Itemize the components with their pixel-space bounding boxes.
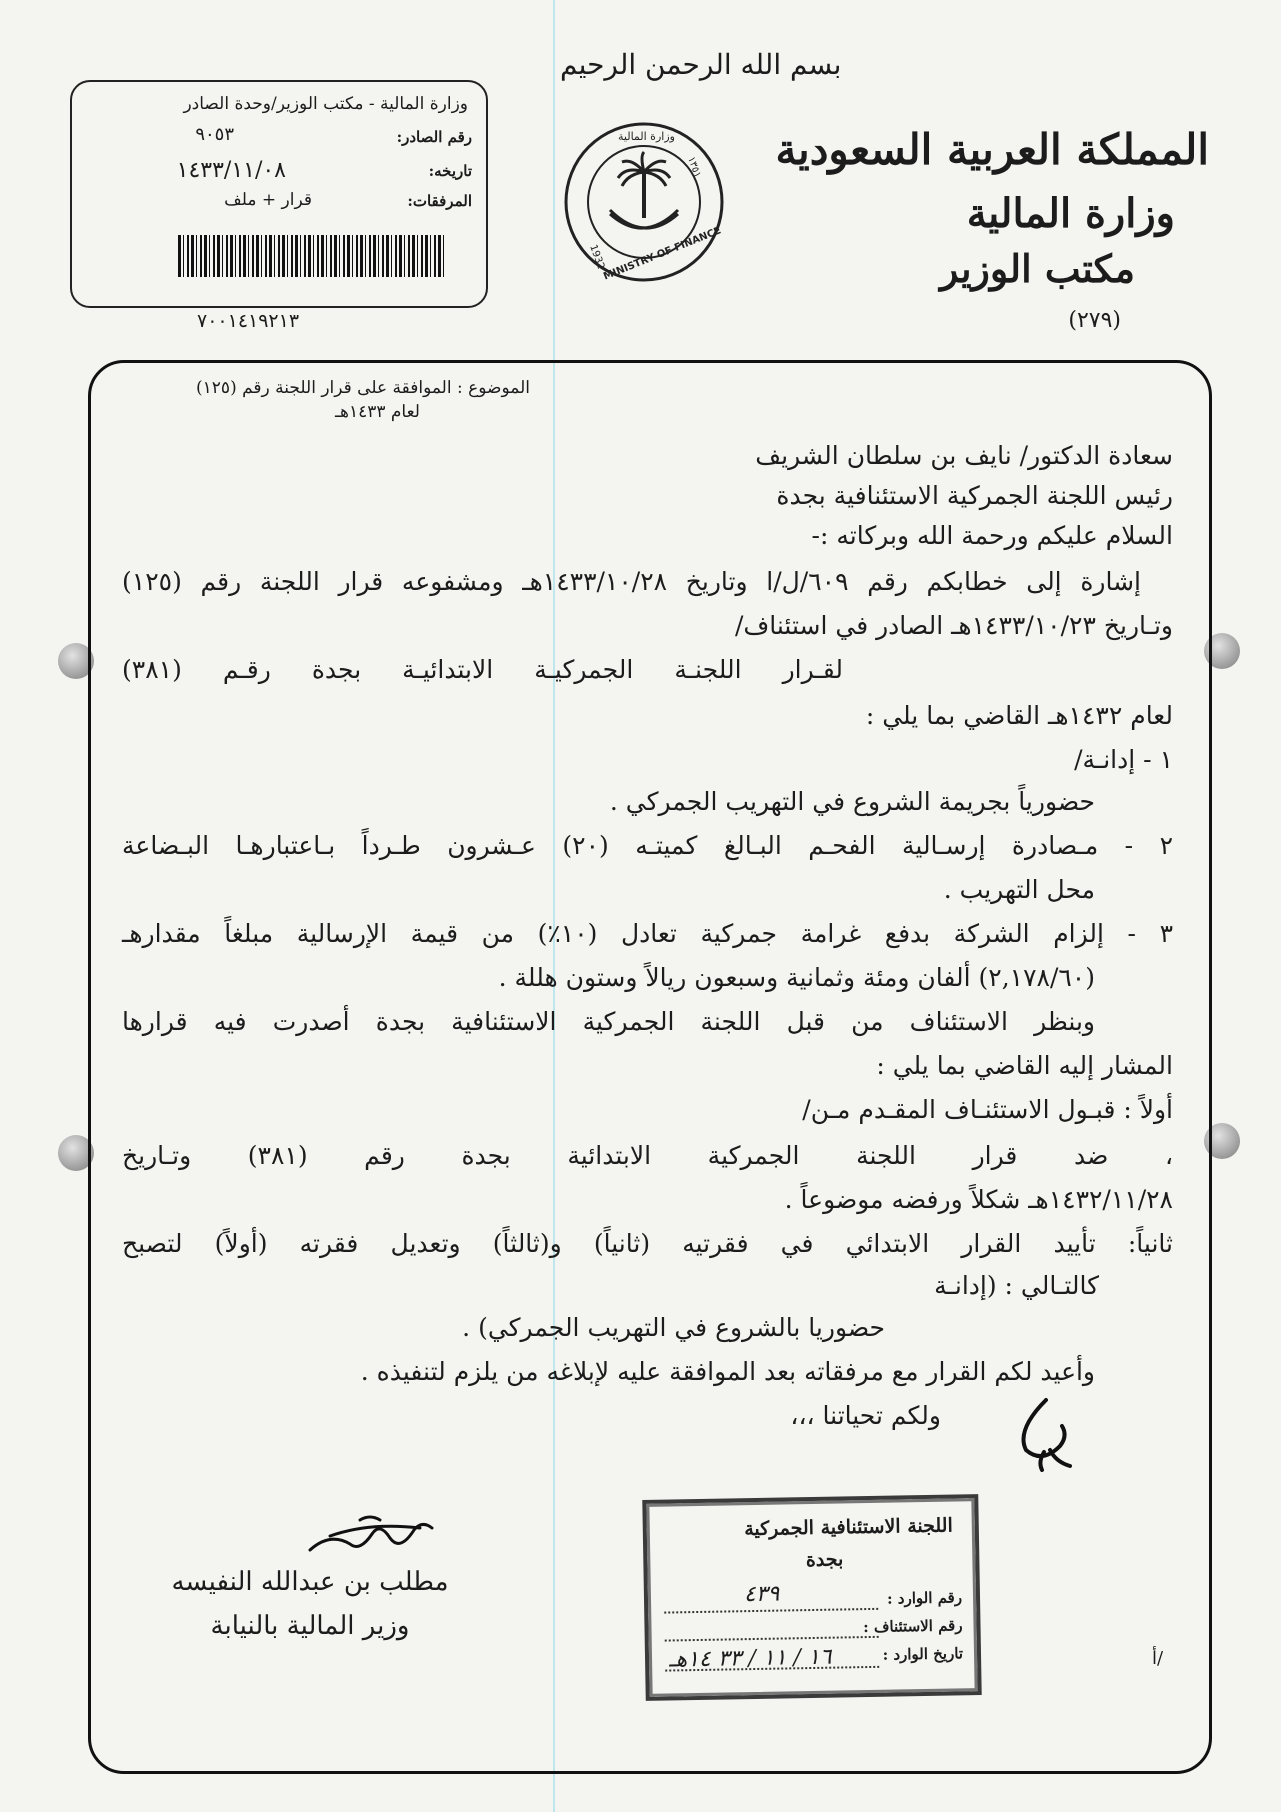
body-line-appeal: وبنظر الاستئناف من قبل اللجنة الجمركية الاستئنافية بجدة أصدرت فيه قرارها	[122, 1007, 1095, 1036]
outgoing-number-label: رقم الصادر:	[396, 128, 472, 146]
body-line-reference: إشارة إلى خطابكم رقم ٦٠٩/ل/ا وتاريخ ١٤٣٣/١٠/٢٨هـ ومشفوعه قرار اللجنة رقم (١٢٥)	[122, 567, 1141, 596]
stamp-city: بجدة	[805, 1548, 844, 1572]
body-line-6: لعام ١٤٣٢هـ القاضي بما يلي :	[865, 701, 1173, 730]
stamp-incoming-no-value: ٤٣٩	[743, 1581, 780, 1608]
serial-number: ٧٠٠١٤١٩٢١٣	[197, 310, 300, 332]
footer-code: أ/	[1152, 1648, 1164, 1669]
letter-number: (٢٧٩)	[1068, 308, 1121, 333]
body-line-regards: ولكم تحياتنا ،،،	[790, 1401, 941, 1430]
body-item-2-cont: محل التهريب .	[943, 875, 1095, 904]
body-line-second: ثانياً: تأييد القرار الابتدائي في فقرتيه (ثانياً) و(ثالثاً) وتعديل فقرته (أولاً) لتصبح	[122, 1229, 1173, 1258]
body-line-4: وتـاريخ ١٤٣٣/١٠/٢٣هـ الصادر في استئناف/	[734, 611, 1173, 640]
emblem-caption-en: MINISTRY OF FINANCE	[602, 225, 723, 283]
receipt-stamp	[642, 1494, 981, 1701]
minister-signature-icon	[300, 1510, 460, 1566]
stamp-appeal-no-label: رقم الاستئناف :	[862, 1616, 963, 1637]
department-label: وزارة المالية - مكتب الوزير/وحدة الصادر	[183, 94, 468, 114]
body-item-1-text: حضورياً بجريمة الشروع في التهريب الجمركي .	[609, 787, 1095, 816]
emblem-year-right: ١٣٥١	[685, 155, 703, 180]
initial-signature-icon	[1006, 1392, 1082, 1472]
kingdom-title: المملكة العربية السعودية	[775, 125, 1209, 174]
body-line-5: لقـرار اللجنـة الجمركيـة الابتدائيـة بجدة رقـم (٣٨١)	[122, 655, 843, 684]
stamp-line-1	[664, 1608, 878, 1614]
body-line-first-cont: ، ضد قرار اللجنة الجمركية الابتدائية بجدة رقم (٣٨١) وتـاريخ	[122, 1141, 1174, 1170]
emblem-caption-ar: وزارة المالية	[618, 130, 675, 143]
body-line-closing: وأعيد لكم القرار مع مرفقاته بعد الموافقة عليه لإبلاغه من يلزم لتنفيذه .	[360, 1357, 1095, 1386]
body-line-position: رئيس اللجنة الجمركية الاستئنافية بجدة	[776, 481, 1173, 510]
emblem-year-left: 1932	[587, 243, 607, 271]
ministry-title: وزارة المالية	[966, 190, 1175, 237]
body-line-addressee: سعادة الدكتور/ نايف بن سلطان الشريف	[755, 441, 1173, 470]
body-line-first-cont-2: ١٤٣٢/١١/٢٨هـ شكلاً ورفضه موضوعاً .	[784, 1185, 1173, 1214]
body-item-3-text: ٣ - إلزام الشركة بدفع غرامة جمركية تعادل (١٠٪) من قيمة الإرسالية مبلغاً مقدارهـ	[122, 919, 1173, 948]
body-item-3-cont: (٢,١٧٨/٦٠) ألفان ومئة وثمانية وسبعون ريالاً وستون هللة .	[498, 963, 1095, 992]
attachments-label: المرفقات:	[407, 192, 472, 210]
attachments-value: قرار + ملف	[224, 190, 312, 210]
date-label: تاريخه:	[428, 162, 472, 180]
body-line-greeting: السلام عليكم ورحمة الله وبركاته :-	[811, 521, 1173, 550]
stamp-incoming-no-label: رقم الوارد :	[886, 1588, 963, 1608]
basmala: بسم الله الرحمن الرحيم	[560, 48, 842, 81]
office-title: مكتب الوزير	[939, 246, 1135, 291]
stamp-incoming-date-value: ١٦ / ١١ / ٣٣ ١٤هـ	[668, 1644, 832, 1673]
signatory-name: مطلب بن عبدالله النفيسه	[171, 1567, 449, 1597]
body-item-1-title: ١ - إدانـة/	[1074, 745, 1173, 774]
stamp-title: اللجنة الاستئنافية الجمركية	[744, 1514, 953, 1541]
outgoing-number-value: ٩٠٥٣	[195, 124, 234, 145]
subject-line-1: الموضوع : الموافقة على قرار اللجنة رقم (١٢٥)	[196, 378, 530, 398]
stamp-line-2	[665, 1636, 879, 1642]
signatory-title: وزير المالية بالنيابة	[210, 1611, 410, 1641]
body-line-second-cont-2: حضوريا بالشروع في التهريب الجمركي) .	[462, 1313, 885, 1342]
body-line-second-cont: كالتـالي : (إدانـة	[934, 1271, 1099, 1300]
date-value: ١٤٣٣/١١/٠٨	[176, 158, 286, 183]
body-line-first: أولاً : قبـول الاستئنـاف المقـدم مـن/	[802, 1095, 1173, 1124]
subject-line-2: لعام ١٤٣٣هـ	[335, 402, 420, 422]
stamp-incoming-date-label: تاريخ الوارد :	[882, 1644, 964, 1664]
signatory-block	[160, 1560, 460, 1648]
body-line-appeal-cont: المشار إليه القاضي بما يلي :	[876, 1051, 1173, 1080]
body-item-2-text: ٢ - مـصادرة إرسـالية الفحـم البـالغ كميتـه (٢٠) عـشرون طـرداً بـاعتبارهـا البـضاعة	[122, 831, 1173, 860]
